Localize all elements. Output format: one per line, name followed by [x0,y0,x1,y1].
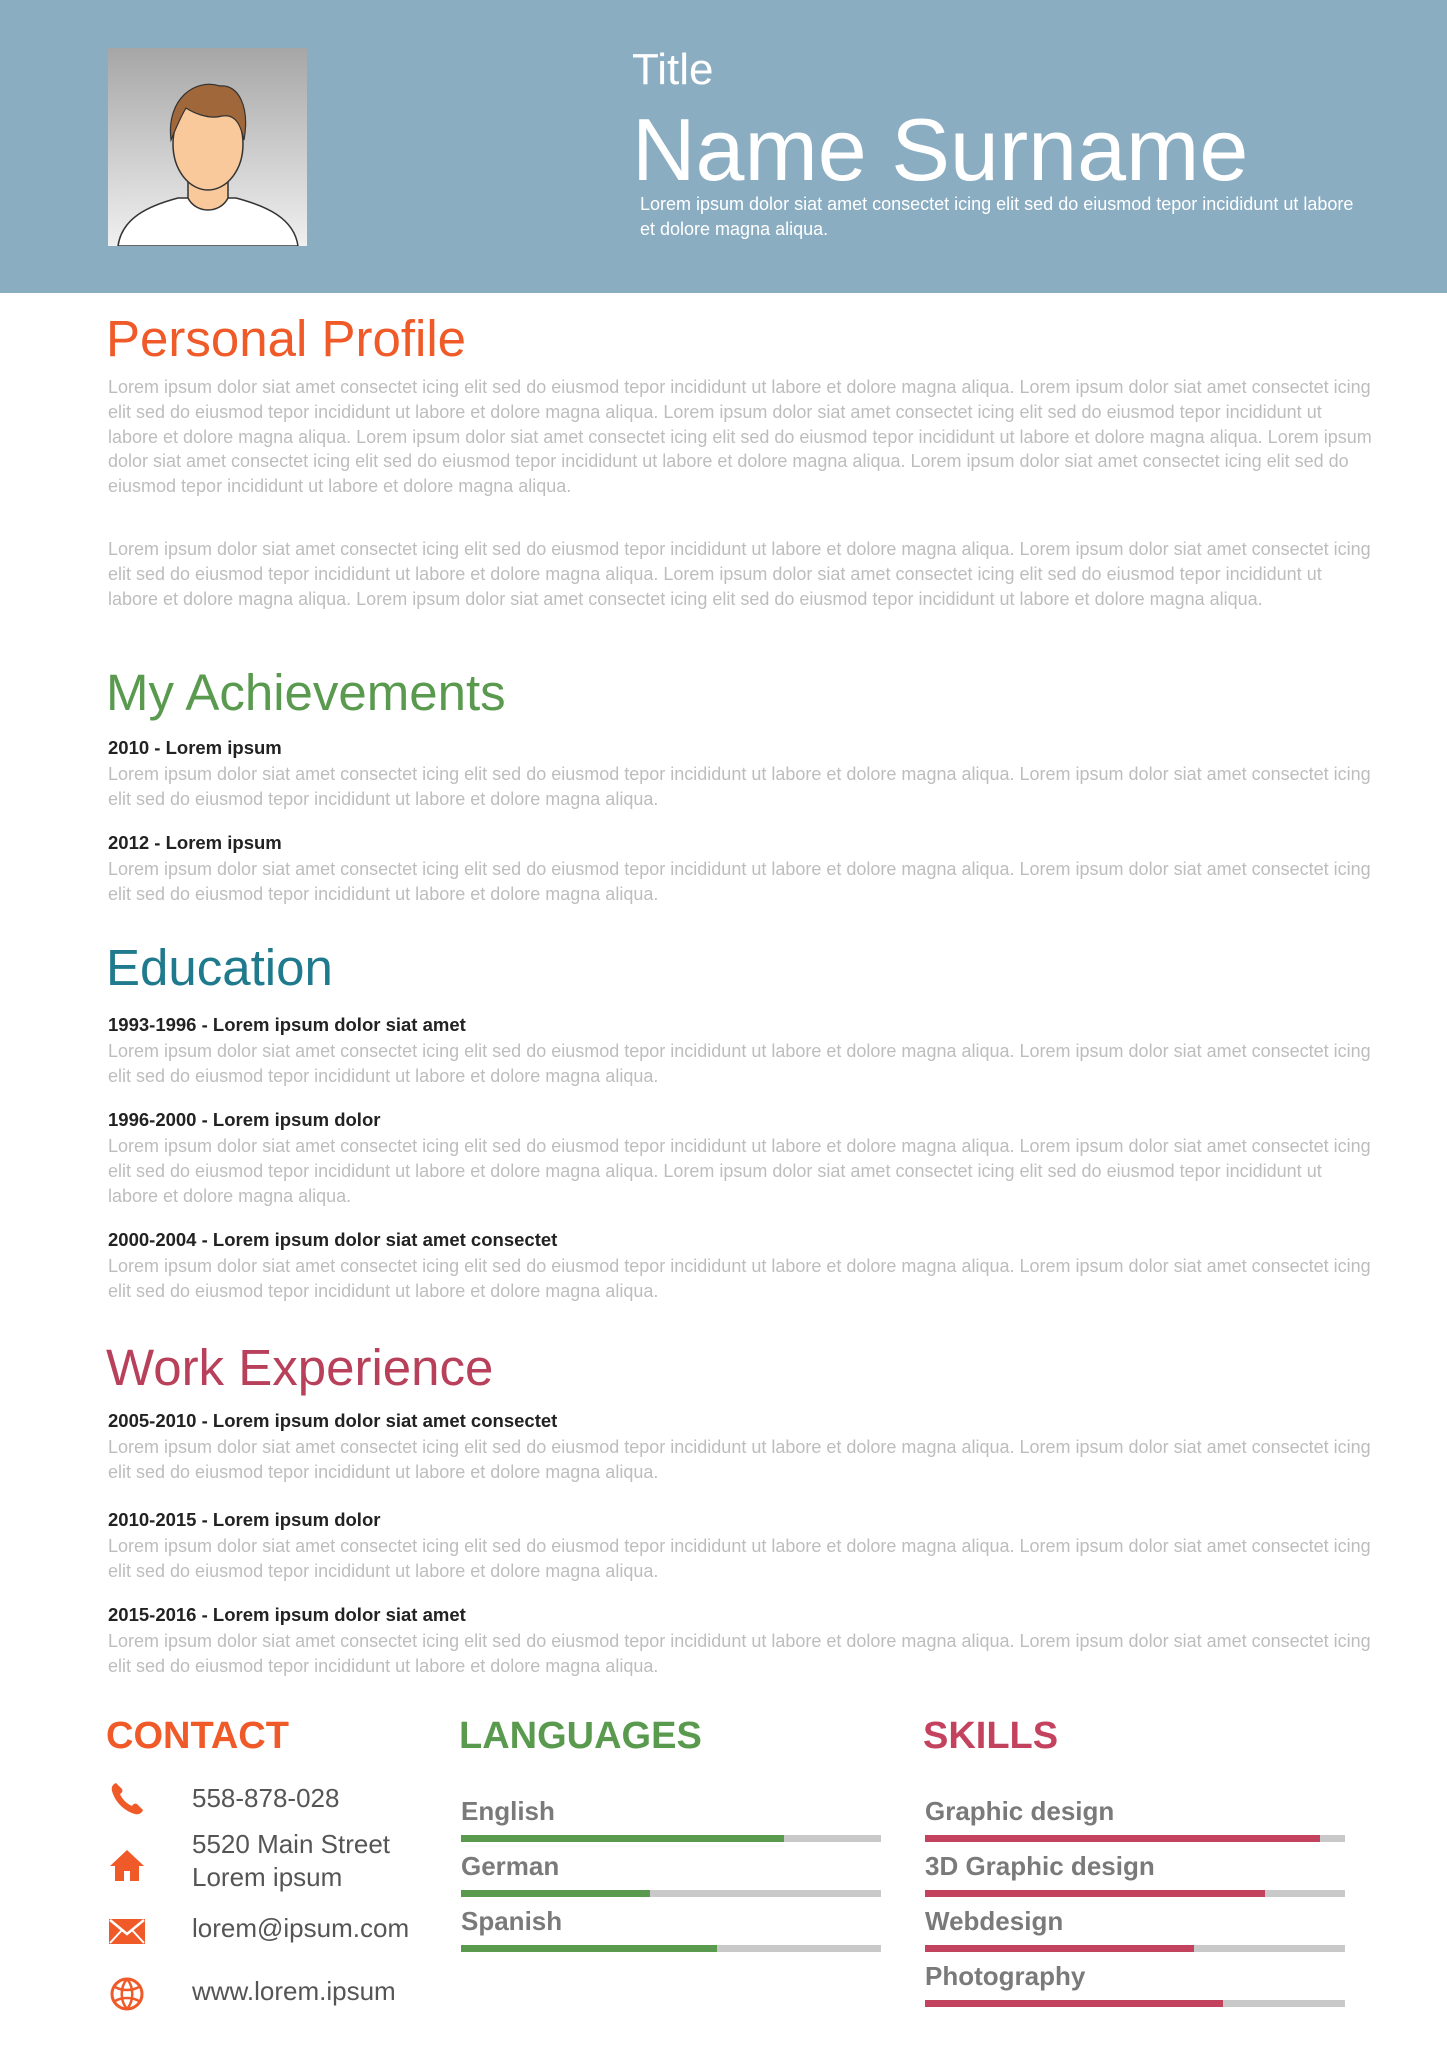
language-label: Spanish [461,1906,563,1936]
skill-item [925,1959,1345,2015]
achievement-description: Lorem ipsum dolor siat amet consectet icing elit sed do eiusmod tepor incididunt ut labore et dolore magna aliqua. Lorem ipsum dolor siat amet consectet icing elit sed do eiusmod tepor incididunt ut labore et dolore magna aliqua. [108,859,1371,904]
education-description: Lorem ipsum dolor siat amet consectet icing elit sed do eiusmod tepor incididunt ut labore et dolore magna aliqua. Lorem ipsum dolor siat amet consectet icing elit sed do eiusmod tepor incididunt ut labore et dolore magna aliqua. [108,1256,1371,1301]
education-title: 1993-1996 - Lorem ipsum dolor siat amet [108,1014,466,1035]
language-label: German [461,1851,560,1881]
language-bar-track [461,1890,881,1897]
skill-label: Photography [925,1961,1086,1991]
skill-bar-track [925,1890,1345,1897]
achievement-description: Lorem ipsum dolor siat amet consectet icing elit sed do eiusmod tepor incididunt ut labore et dolore magna aliqua. Lorem ipsum dolor siat amet consectet icing elit sed do eiusmod tepor incididunt ut labore et dolore magna aliqua. [108,764,1371,809]
achievement-title: 2012 - Lorem ipsum [108,832,282,853]
work-title: 2005-2010 - Lorem ipsum dolor siat amet consectet [108,1410,558,1431]
skill-bar-track [925,2000,1345,2007]
profile-paragraph-1: Lorem ipsum dolor siat amet consectet icing elit sed do eiusmod tepor incididunt ut labore et dolore magna aliqua. Lorem ipsum dolor siat amet consectet icing elit sed do eiusmod tepor incididunt ut labore et dolore magna aliqua. Lorem ipsum dolor siat amet consectet icing elit sed do eiusmod tepor incididunt ut labore et dolore magna aliqua. Lorem ipsum dolor siat amet consectet icing elit sed do eiusmod tepor incididunt ut labore et dolore magna aliqua. Lorem ipsum dolor siat amet consectet icing elit sed do eiusmod tepor incididunt ut labore et dolore magna aliqua. Lorem ipsum dolor siat amet consectet icing elit sed do eiusmod tepor incididunt ut labore et dolore magna aliqua. [108,377,1372,497]
profile-photo [108,48,307,246]
phone-icon [108,1780,146,1818]
skill-item [925,1849,1345,1905]
skill-bar-fill [925,1835,1320,1842]
skill-item [925,1794,1345,1850]
skill-bar-track [925,1835,1345,1842]
phone-number: 558-878-028 [192,1783,340,1813]
work-experience-heading: Work Experience [106,1339,494,1396]
header-banner [0,0,1447,293]
contact-address [108,1826,438,1896]
language-bar-track [461,1945,881,1952]
address-line-1: 5520 Main Street [192,1829,391,1859]
education-title: 1996-2000 - Lorem ipsum dolor [108,1109,381,1130]
work-title: 2010-2015 - Lorem ipsum dolor [108,1509,381,1530]
language-item [461,1849,881,1905]
work-description: Lorem ipsum dolor siat amet consectet icing elit sed do eiusmod tepor incididunt ut labore et dolore magna aliqua. Lorem ipsum dolor siat amet consectet icing elit sed do eiusmod tepor incididunt ut labore et dolore magna aliqua. [108,1437,1371,1482]
language-bar-fill [461,1890,650,1897]
skills-heading: SKILLS [923,1715,1059,1757]
header-intro: Lorem ipsum dolor siat amet consectet icing elit sed do eiusmod tepor incididunt ut labore et dolore magna aliqua. [640,194,1354,239]
education-description: Lorem ipsum dolor siat amet consectet icing elit sed do eiusmod tepor incididunt ut labore et dolore magna aliqua. Lorem ipsum dolor siat amet consectet icing elit sed do eiusmod tepor incididunt ut labore et dolore magna aliqua. Lorem ipsum dolor siat amet consectet icing elit sed do eiusmod tepor incididunt ut labore et dolore magna aliqua. [108,1136,1371,1206]
profile-paragraph-2: Lorem ipsum dolor siat amet consectet icing elit sed do eiusmod tepor incididunt ut labore et dolore magna aliqua. Lorem ipsum dolor siat amet consectet icing elit sed do eiusmod tepor incididunt ut labore et dolore magna aliqua. Lorem ipsum dolor siat amet consectet icing elit sed do eiusmod tepor incididunt ut labore et dolore magna aliqua. Lorem ipsum dolor siat amet consectet icing elit sed do eiusmod tepor incididunt ut labore et dolore magna aliqua. [108,539,1371,609]
skill-bar-fill [925,1945,1194,1952]
achievement-title: 2010 - Lorem ipsum [108,737,282,758]
skill-bar-fill [925,1890,1265,1897]
skill-bar-track [925,1945,1345,1952]
languages-heading: LANGUAGES [459,1715,702,1757]
achievements-heading: My Achievements [106,664,506,721]
home-icon [108,1846,146,1884]
skill-label: Graphic design [925,1796,1115,1826]
skill-label: Webdesign [925,1906,1064,1936]
skill-bar-fill [925,2000,1223,2007]
language-item [461,1904,881,1960]
language-label: English [461,1796,555,1826]
avatar-icon [108,48,307,246]
envelope-icon [108,1912,146,1950]
language-bar-fill [461,1945,717,1952]
language-bar-fill [461,1835,784,1842]
header-title: Title [632,45,714,94]
contact-phone [108,1780,438,1820]
header-name: Name Surname [632,100,1249,199]
contact-website [108,1973,438,2013]
work-description: Lorem ipsum dolor siat amet consectet icing elit sed do eiusmod tepor incididunt ut labore et dolore magna aliqua. Lorem ipsum dolor siat amet consectet icing elit sed do eiusmod tepor incididunt ut labore et dolore magna aliqua. [108,1631,1371,1676]
contact-heading: CONTACT [106,1715,289,1757]
globe-icon [108,1975,146,2013]
language-bar-track [461,1835,881,1842]
website-url: www.lorem.ipsum [192,1976,396,2006]
work-title: 2015-2016 - Lorem ipsum dolor siat amet [108,1604,466,1625]
work-description: Lorem ipsum dolor siat amet consectet icing elit sed do eiusmod tepor incididunt ut labore et dolore magna aliqua. Lorem ipsum dolor siat amet consectet icing elit sed do eiusmod tepor incididunt ut labore et dolore magna aliqua. [108,1536,1371,1581]
skill-item [925,1904,1345,1960]
skill-label: 3D Graphic design [925,1851,1155,1881]
email-address: lorem@ipsum.com [192,1913,410,1943]
education-title: 2000-2004 - Lorem ipsum dolor siat amet consectet [108,1229,558,1250]
personal-profile-heading: Personal Profile [106,310,467,367]
address-line-2: Lorem ipsum [192,1862,343,1892]
education-heading: Education [106,939,333,996]
education-description: Lorem ipsum dolor siat amet consectet icing elit sed do eiusmod tepor incididunt ut labore et dolore magna aliqua. Lorem ipsum dolor siat amet consectet icing elit sed do eiusmod tepor incididunt ut labore et dolore magna aliqua. [108,1041,1371,1086]
contact-email [108,1910,438,1950]
language-item [461,1794,881,1850]
